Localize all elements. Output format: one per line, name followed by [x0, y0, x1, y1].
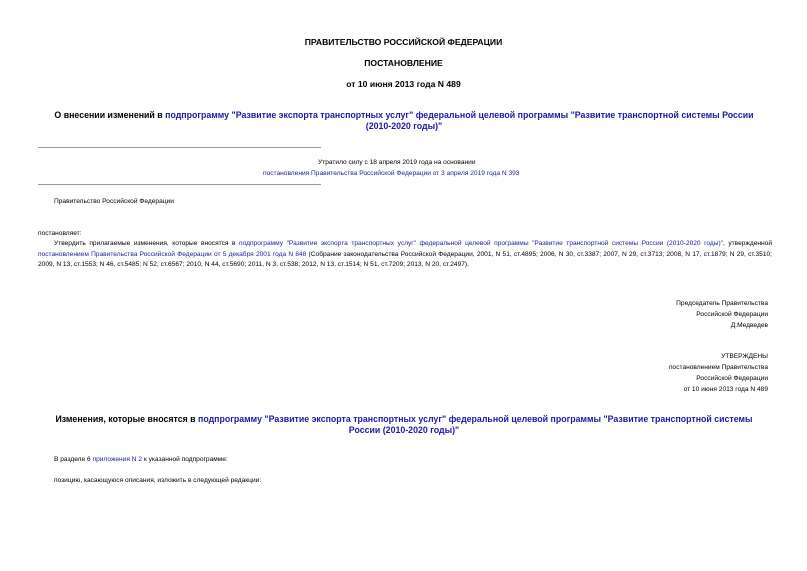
- p1-text-c: (Собрание законодательства Российской Федерации, 2001, N 51, ст.4895; 2006, N 30, ст.3387; 2007, N 29, ст.3713; 2008, N 17, ст.1879; N 29, ст.3510; 2009, N 13, ст.1553; N 46, ст.5485; N 52, ст.6567; 2010, N 44, ст.5690; 2011, N 3, ст.538; 2012, N 13, ст.1514; N 51, ст.7209; 2013, N 20, ст.2497).: [38, 250, 772, 268]
- title-prefix: О внесении изменений в: [54, 110, 166, 120]
- paragraph-approve: [38, 239, 772, 271]
- signature-title: Председатель Правительства: [676, 300, 768, 307]
- decides-text: постановляет:: [38, 230, 82, 237]
- title-program-link[interactable]: подпрограмму "Развитие экспорта транспортных услуг" федеральной целевой программы "Развитие транспортной системы России (2010-2020 годы)": [165, 110, 754, 131]
- divider-top: [38, 147, 321, 148]
- signature-name: Д.Медведев: [730, 322, 768, 329]
- p1-text-a: Утвердить прилагаемые изменения, которые вносятся в: [54, 240, 240, 247]
- approved-date: от 10 июня 2013 года N 489: [683, 386, 768, 393]
- status-text: Утратило силу с 18 апреля 2019 года на основании: [318, 159, 476, 166]
- position-text: позицию, касающуюся описания, изложить в следующей редакции:: [54, 477, 262, 484]
- doc-date-number: от 10 июня 2013 года N 489: [346, 79, 461, 89]
- section-text-a: В разделе 6: [54, 456, 93, 463]
- appendix-2-link[interactable]: приложения N 2: [92, 456, 143, 463]
- approved-org: Российской Федерации: [696, 375, 768, 382]
- subprogram-link[interactable]: подпрограмму "Развитие экспорта транспортных услуг" федеральной целевой программы "Развитие транспортной системы России (2010-2020 годы)": [239, 240, 723, 247]
- doc-type: ПОСТАНОВЛЕНИЕ: [364, 58, 443, 68]
- section-text-b: к указанной подпрограмме:: [142, 456, 228, 463]
- section-text: [54, 455, 228, 466]
- changes-prefix: Изменения, которые вносятся в: [55, 414, 199, 424]
- approved-heading: УТВЕРЖДЕНЫ: [721, 353, 768, 360]
- approved-by: постановлением Правительства: [668, 364, 768, 371]
- changes-program-link[interactable]: подпрограмму "Развитие экспорта транспортных услуг" федеральной целевой программы "Развитие транспортной системы России (2010-2020 годы)": [198, 414, 753, 435]
- decree-848-link[interactable]: постановлением Правительства Российской Федерации от 5 декабря 2001 года N 848: [38, 250, 307, 258]
- document-title: [48, 110, 760, 132]
- changes-title: [48, 414, 760, 436]
- signature-org: Российской Федерации: [696, 311, 768, 318]
- org-name: ПРАВИТЕЛЬСТВО РОССИЙСКОЙ ФЕДЕРАЦИИ: [304, 37, 503, 47]
- p1-text-b: , утвержденной: [723, 240, 772, 247]
- status-link-line: [263, 169, 519, 179]
- repeal-act-link[interactable]: постановления Правительства Российской Федерации от 3 апреля 2019 года N 393: [263, 170, 520, 177]
- divider-bottom: [38, 184, 321, 185]
- subject-text: Правительство Российской Федерации: [54, 198, 174, 205]
